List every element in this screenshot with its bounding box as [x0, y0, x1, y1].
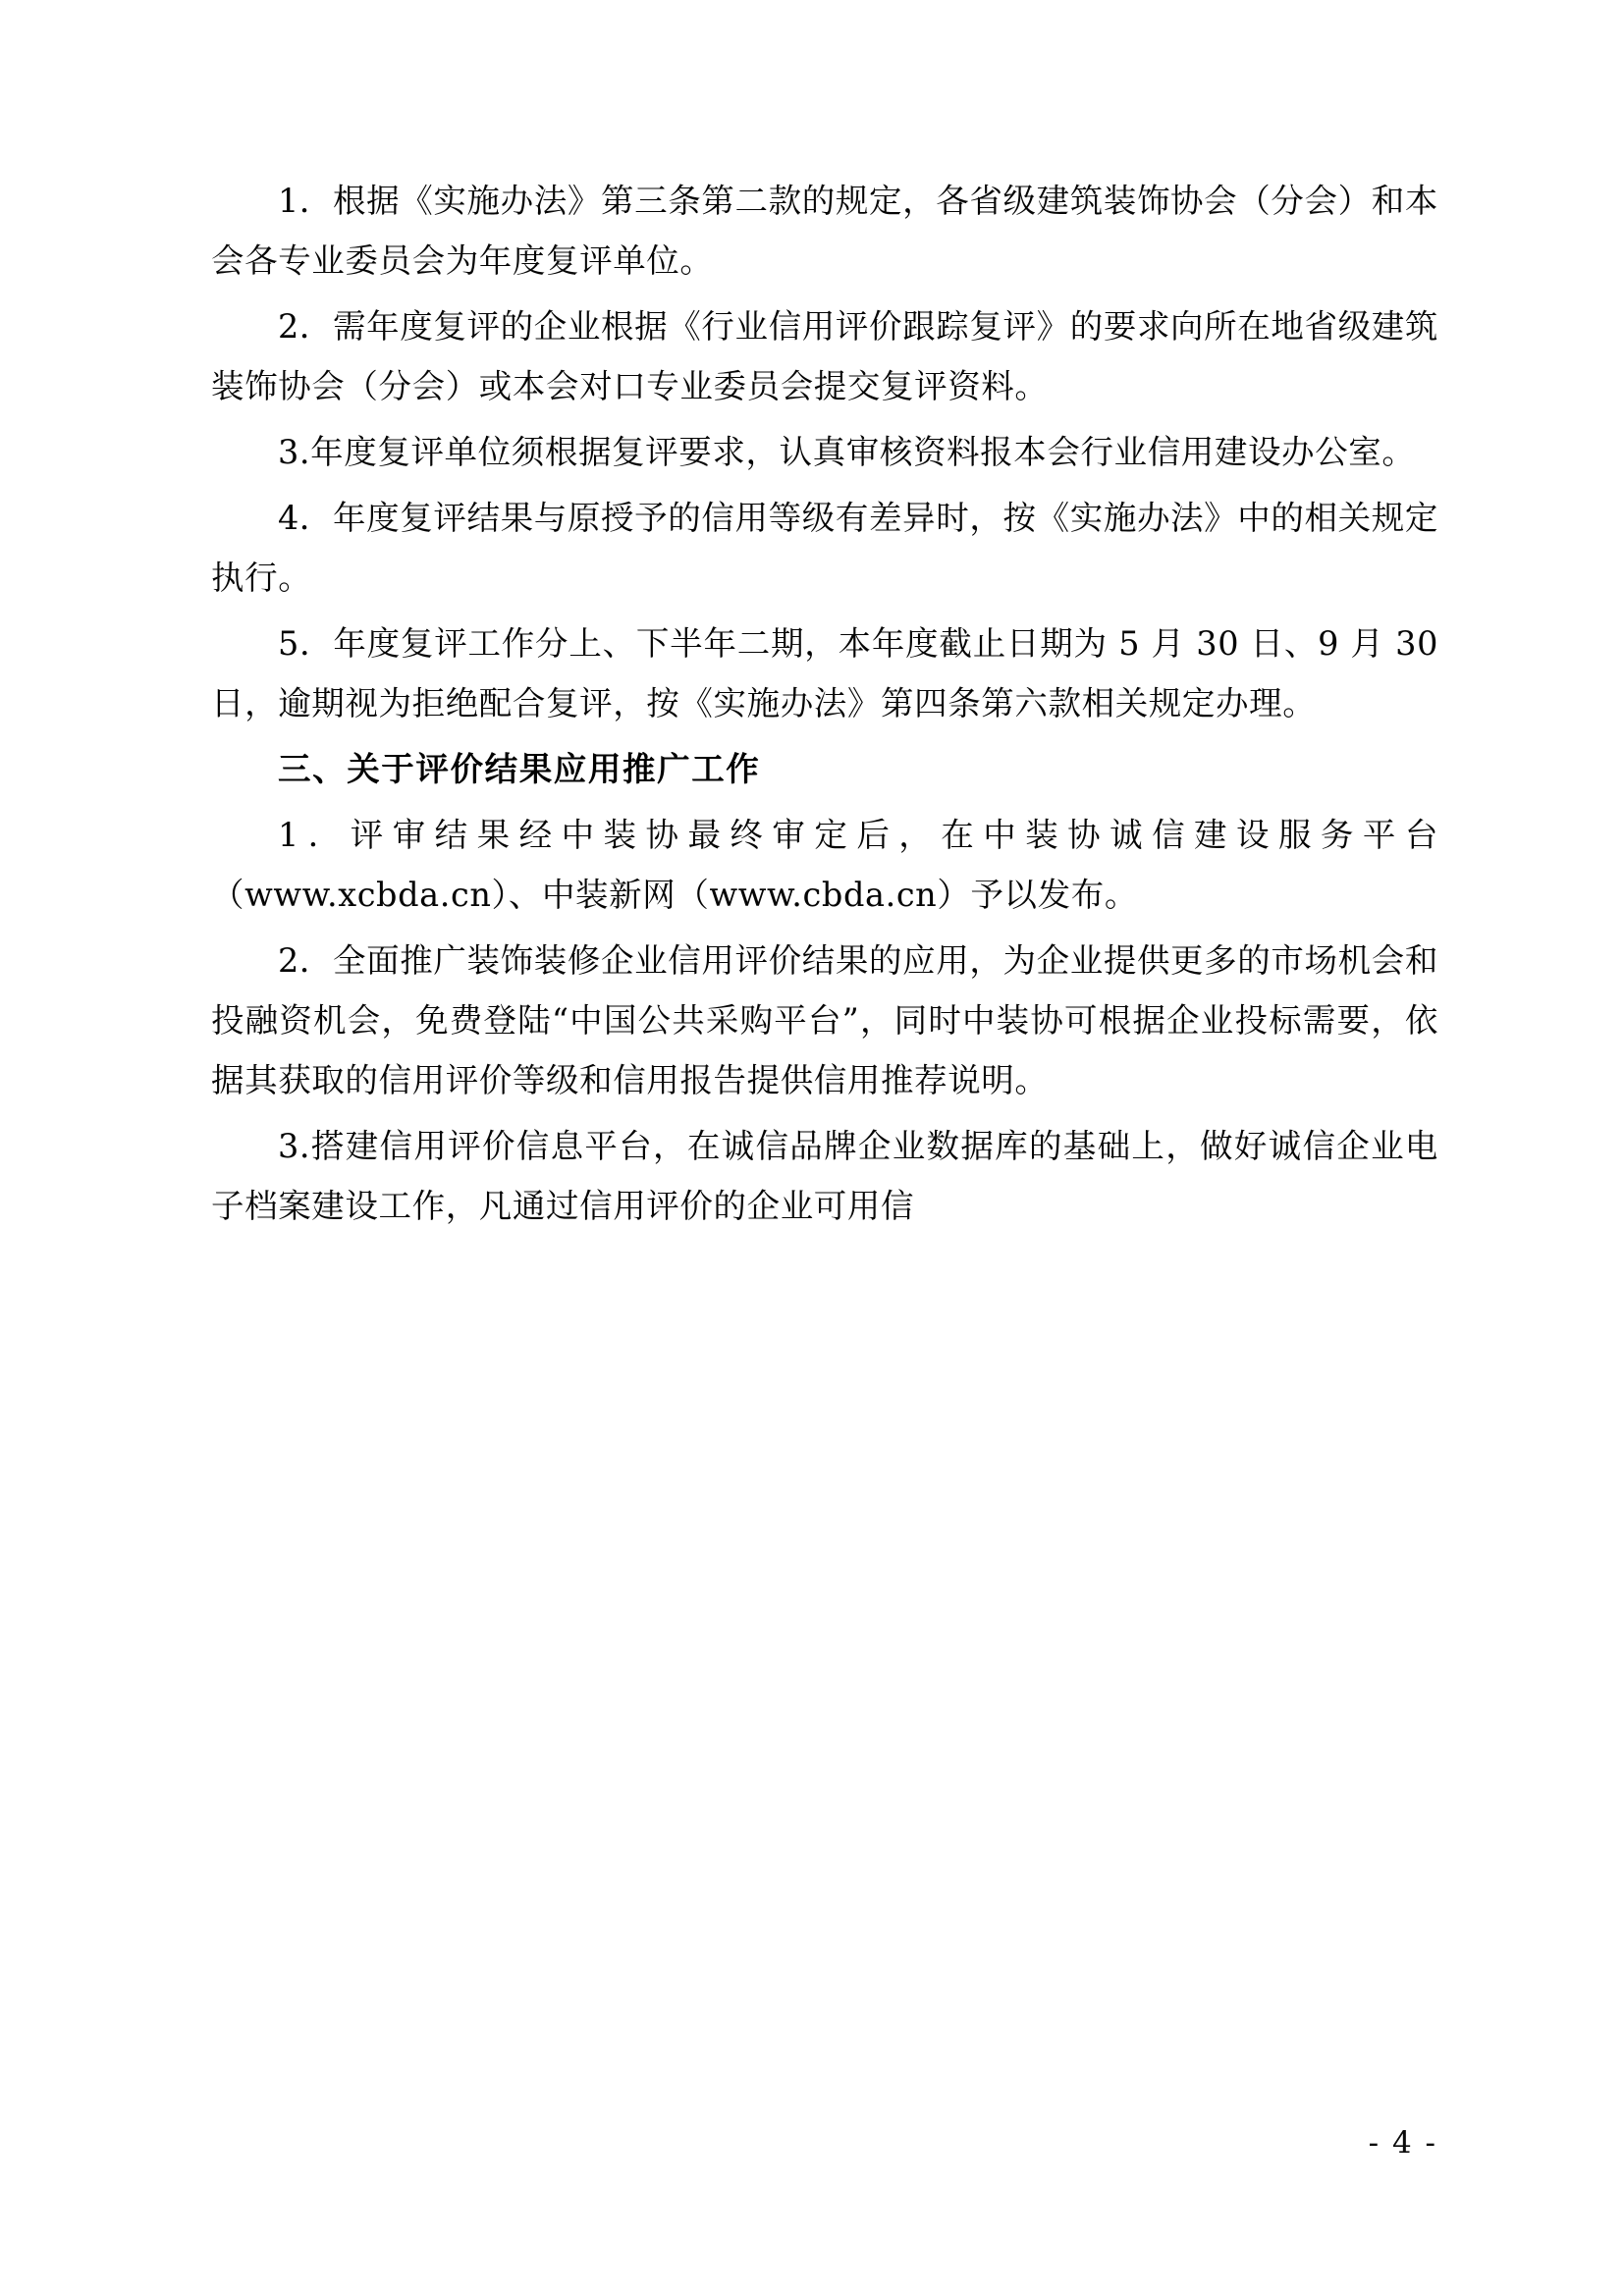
list-item: 1．根据《实施办法》第三条第二款的规定，各省级建筑装饰协会（分会）和本会各专业委员会为年度复评单位。 [211, 182, 1438, 280]
list-item: 1．评审结果经中装协最终审定后，在中装协诚信建设服务平台（www.xcbda.cn）、中装新网（www.cbda.cn）予以发布。 [211, 815, 1438, 914]
list-item: 5．年度复评工作分上、下半年二期，本年度截止日期为 5 月 30 日、9 月 30 日，逾期视为拒绝配合复评，按《实施办法》第四条第六款相关规定办理。 [211, 623, 1438, 722]
list-item: 2．全面推广装饰装修企业信用评价结果的应用，为企业提供更多的市场机会和投融资机会，免费登陆“中国公共采购平台”，同时中装协可根据企业投标需要，依据其获取的信用评价等级和信用报告提供信用推荐说明。 [211, 940, 1438, 1099]
page-number: - 4 - [1368, 2125, 1437, 2161]
section-heading: 三、关于评价结果应用推广工作 [278, 749, 761, 788]
list-item: 4．年度复评结果与原授予的信用等级有差异时，按《实施办法》中的相关规定执行。 [211, 498, 1438, 597]
list-item: 2．需年度复评的企业根据《行业信用评价跟踪复评》的要求向所在地省级建筑装饰协会（分会）或本会对口专业委员会提交复评资料。 [211, 306, 1438, 405]
list-item: 3.年度复评单位须根据复评要求，认真审核资料报本会行业信用建设办公室。 [278, 432, 1416, 471]
document-body [211, 172, 1438, 1242]
list-item: 3.搭建信用评价信息平台，在诚信品牌企业数据库的基础上，做好诚信企业电子档案建设工作，凡通过信用评价的企业可用信 [211, 1126, 1438, 1225]
